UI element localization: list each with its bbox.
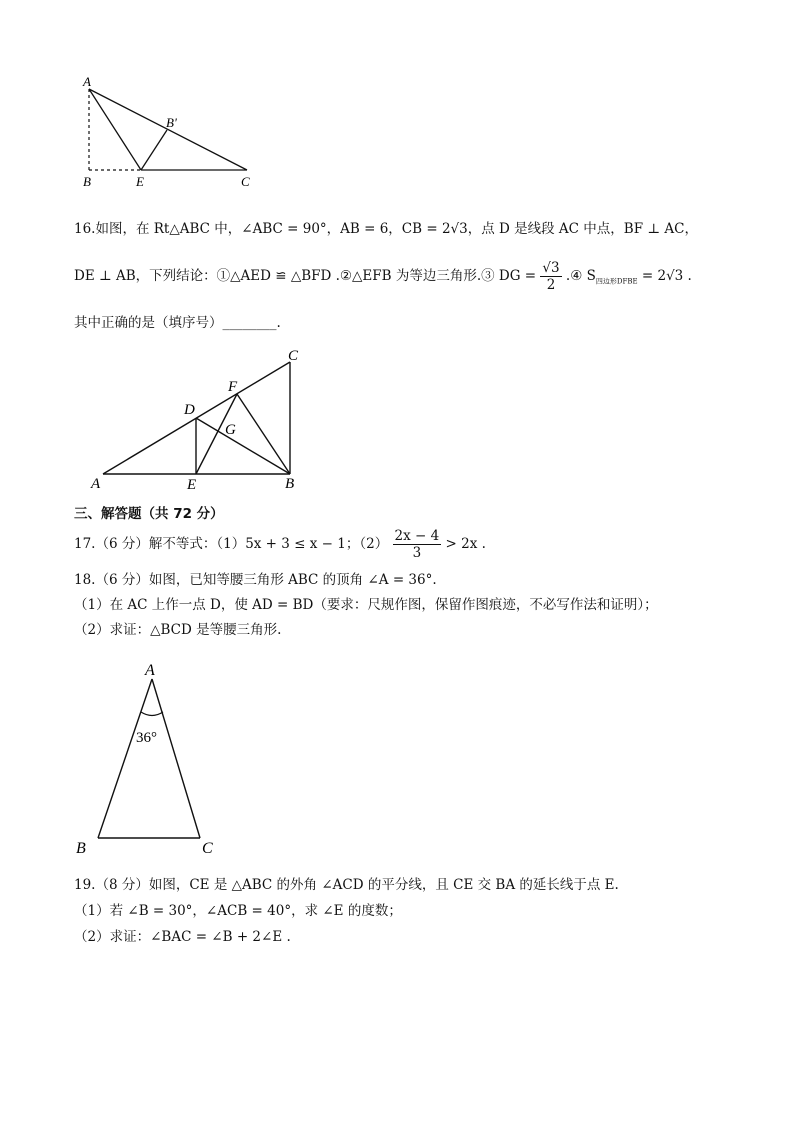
q17-frac-num: 2x − 4 — [394, 528, 440, 544]
label-g: G — [225, 422, 236, 438]
q19-line3: （2）求证：∠BAC = ∠B + 2∠E . — [74, 929, 291, 945]
segment-bf — [237, 394, 290, 474]
figure-isosceles-triangle — [70, 655, 240, 860]
q17-post: > 2x . — [445, 536, 486, 552]
q19-line2: （1）若 ∠B = 30°，∠ACB = 40°，求 ∠E 的度数； — [74, 903, 402, 919]
q17-line — [74, 528, 486, 561]
figure-triangle-abc-fold — [70, 70, 270, 195]
label-c: C — [288, 348, 299, 364]
label-b: B — [76, 840, 86, 857]
label-a: A — [91, 476, 101, 492]
label-angle: 36° — [136, 730, 157, 746]
q16-line2-pre: DE ⊥ AB，下列结论：①△AED ≌ △BFD .②△EFB 为等边三角形.③ DG = — [74, 268, 537, 284]
q16-frac-num: √3 — [542, 260, 560, 276]
q17-fraction — [393, 528, 442, 561]
label-d: D — [184, 402, 195, 418]
label-a: A — [145, 662, 155, 679]
q16-frac-den: 2 — [546, 277, 556, 293]
segment-ac — [152, 679, 200, 838]
section-title: 三、解答题（共 72 分） — [74, 506, 224, 522]
angle-arc — [141, 712, 163, 716]
q16-line2-tail: = 2√3 . — [637, 268, 692, 284]
label-a: A — [83, 74, 91, 89]
q17-pre: 17.（6 分）解不等式：（1）5x + 3 ≤ x − 1；（2） — [74, 536, 389, 552]
q16-line2-post: .④ S — [565, 268, 596, 284]
label-b-prime: B' — [166, 115, 177, 130]
label-f: F — [228, 379, 238, 395]
label-e: E — [187, 477, 197, 493]
segment-eb-prime — [141, 130, 167, 170]
segment-ae — [89, 89, 141, 170]
figure-triangle-dfg — [85, 340, 315, 495]
label-b: B — [285, 476, 295, 492]
q16-fraction — [540, 260, 561, 293]
segment-ab — [98, 679, 152, 838]
q16-line3: 其中正确的是（填序号）________. — [74, 315, 281, 331]
label-b: B — [83, 174, 91, 189]
q17-frac-den: 3 — [412, 545, 422, 561]
label-e: E — [136, 174, 144, 189]
q18-line3: （2）求证：△BCD 是等腰三角形. — [74, 622, 282, 638]
q18-line1: 18.（6 分）如图，已知等腰三角形 ABC 的顶角 ∠A = 36°. — [74, 572, 437, 588]
q18-line2: （1）在 AC 上作一点 D，使 AD = BD（要求：尺规作图，保留作图痕迹，不必写作法和证明）； — [74, 597, 658, 613]
q19-line1: 19.（8 分）如图，CE 是 △ABC 的外角 ∠ACD 的平分线，且 CE 交 BA 的延长线于点 E. — [74, 877, 619, 893]
label-c: C — [202, 840, 213, 857]
q16-line1: 16.如图，在 Rt△ABC 中，∠ABC = 90°，AB = 6，CB = 2√3，点 D 是线段 AC 中点，BF ⊥ AC， — [74, 221, 698, 237]
q16-sub: 四边形DFBE — [595, 277, 638, 286]
q16-line2 — [74, 260, 692, 293]
label-c: C — [241, 174, 250, 189]
